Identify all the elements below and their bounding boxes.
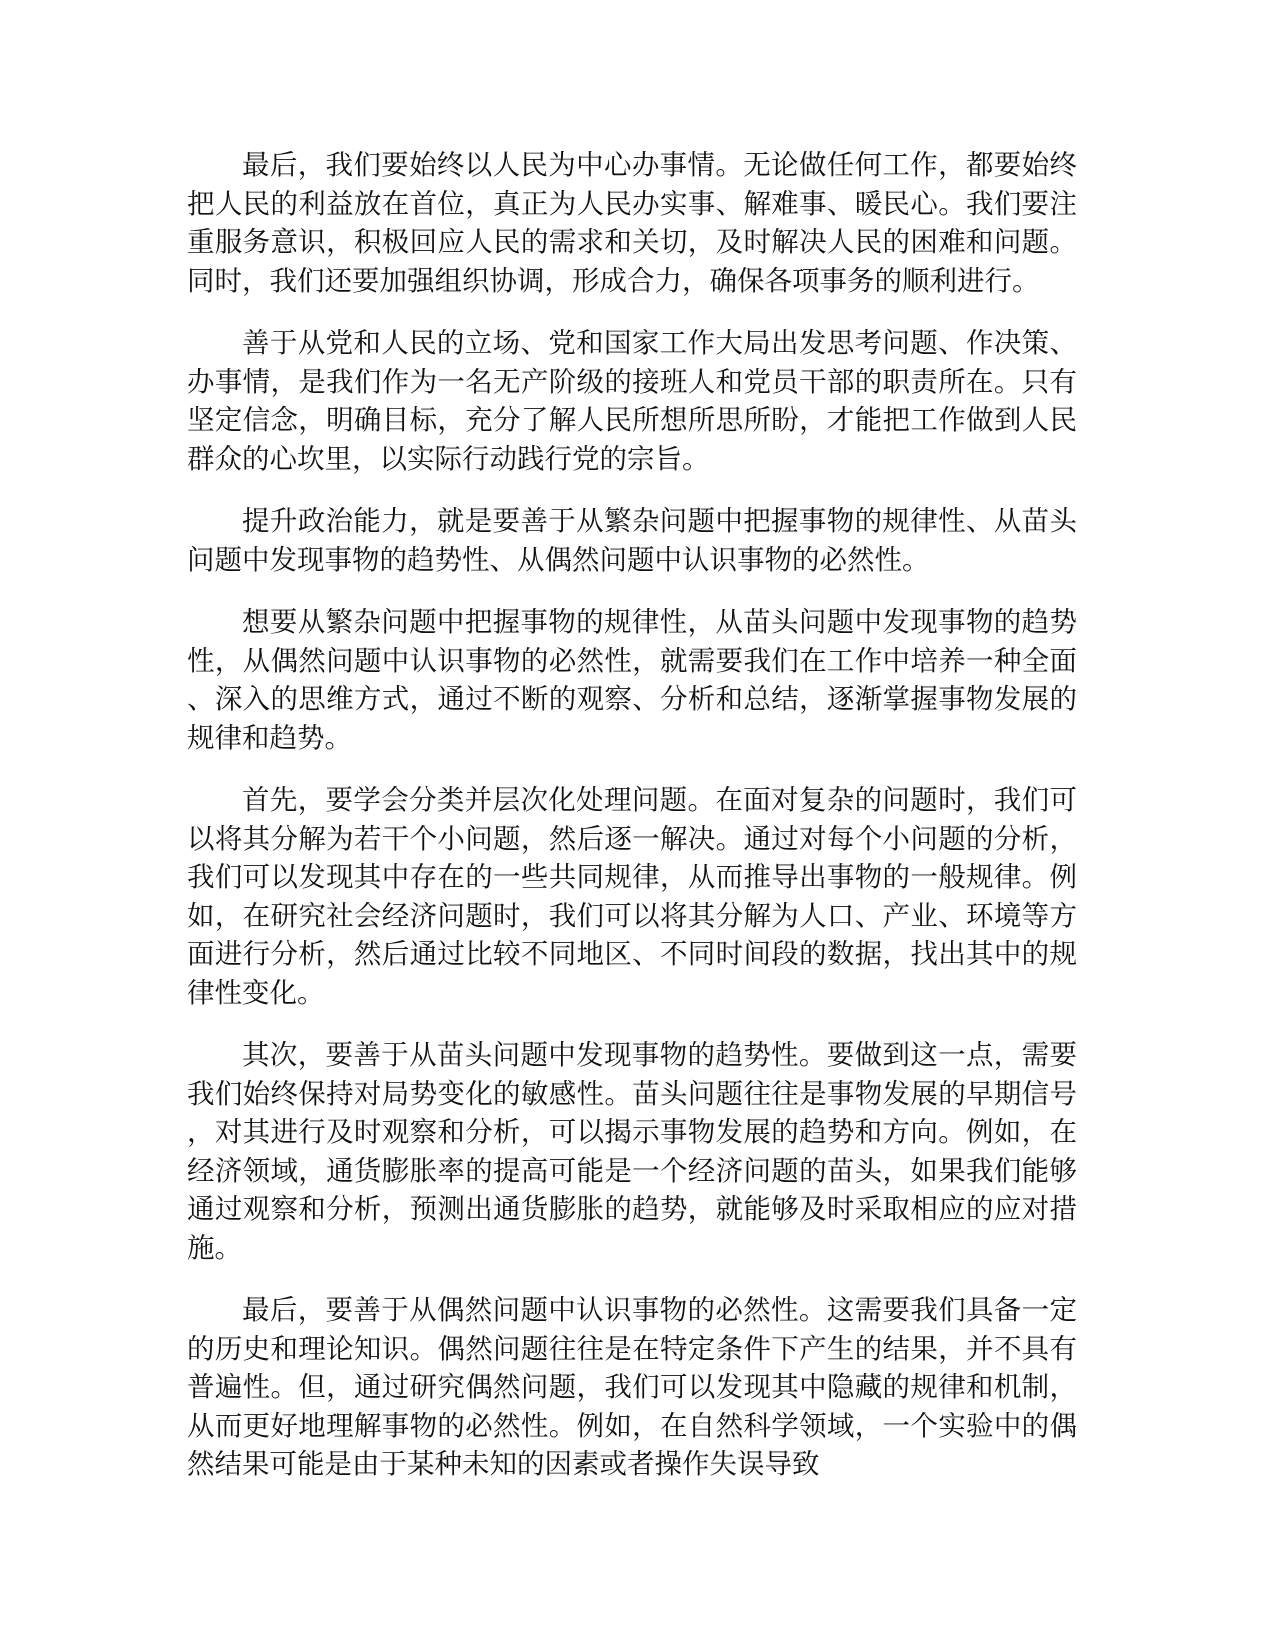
paragraph-6: 其次，要善于从苗头问题中发现事物的趋势性。要做到这一点，需要我们始终保持对局势变化的敏感性。苗头问题往往是事物发展的早期信号，对其进行及时观察和分析，可以揭示事物发展的趋势和方向。例如，在经济领域，通货膨胀率的提高可能是一个经济问题的苗头，如果我们能够通过观察和分析，预测出通货膨胀的趋势，就能够及时采取相应的应对措施。 xyxy=(187,1039,1077,1264)
paragraph-5: 首先，要学会分类并层次化处理问题。在面对复杂的问题时，我们可以将其分解为若干个小问题，然后逐一解决。通过对每个小问题的分析，我们可以发现其中存在的一些共同规律，从而推导出事物的一般规律。例如，在研究社会经济问题时，我们可以将其分解为人口、产业、环境等方面进行分析，然后通过比较不同地区、不同时间段的数据，找出其中的规律性变化。 xyxy=(187,784,1077,1009)
paragraph-1: 最后，我们要始终以人民为中心办事情。无论做任何工作，都要始终把人民的利益放在首位，真正为人民办实事、解难事、暖民心。我们要注重服务意识，积极回应人民的需求和关切，及时解决人民的困难和问题。同时，我们还要加强组织协调，形成合力，确保各项事务的顺利进行。 xyxy=(187,149,1077,297)
paragraph-4: 想要从繁杂问题中把握事物的规律性，从苗头问题中发现事物的趋势性，从偶然问题中认识事物的必然性，就需要我们在工作中培养一种全面、深入的思维方式，通过不断的观察、分析和总结，逐渐掌握事物发展的规律和趋势。 xyxy=(187,606,1077,754)
paragraph-7: 最后，要善于从偶然问题中认识事物的必然性。这需要我们具备一定的历史和理论知识。偶然问题往往是在特定条件下产生的结果，并不具有普遍性。但，通过研究偶然问题，我们可以发现其中隐藏的规律和机制，从而更好地理解事物的必然性。例如，在自然科学领域，一个实验中的偶然结果可能是由于某种未知的因素或者操作失误导致 xyxy=(187,1294,1077,1480)
document-body xyxy=(187,146,1077,1508)
paragraph-2: 善于从党和人民的立场、党和国家工作大局出发思考问题、作决策、办事情，是我们作为一名无产阶级的接班人和党员干部的职责所在。只有坚定信念，明确目标，充分了解人民所想所思所盼，才能把工作做到人民群众的心坎里，以实际行动践行党的宗旨。 xyxy=(187,327,1077,475)
paragraph-3: 提升政治能力，就是要善于从繁杂问题中把握事物的规律性、从苗头问题中发现事物的趋势性、从偶然问题中认识事物的必然性。 xyxy=(187,505,1077,576)
